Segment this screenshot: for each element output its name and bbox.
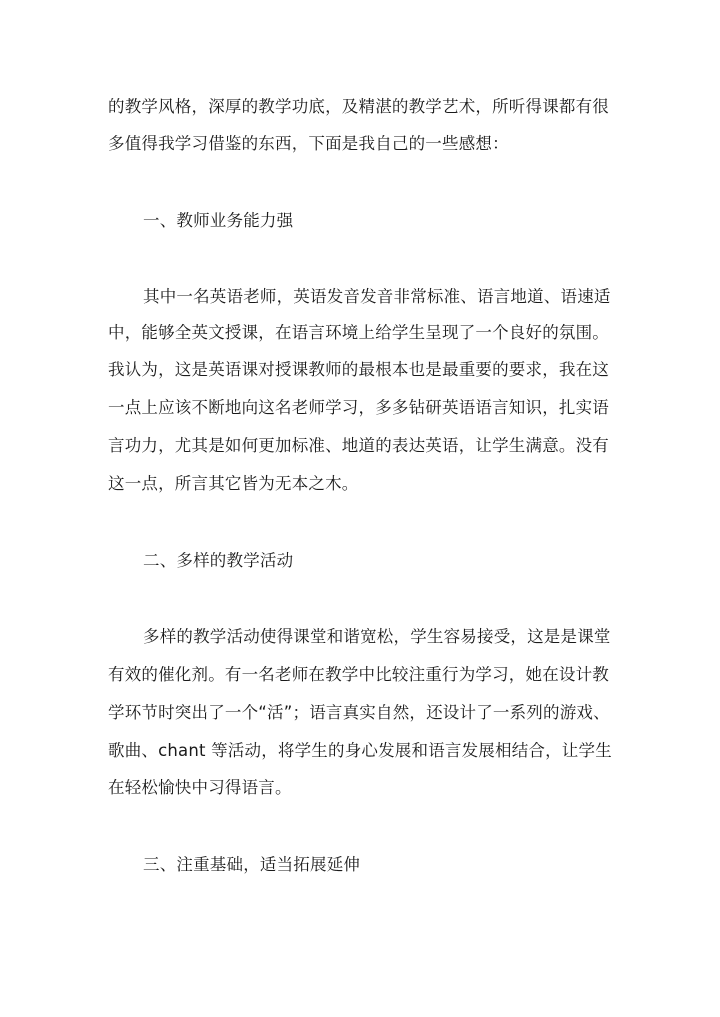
section-1-line-1: 其中一名英语老师，英语发音发音非常标准、语言地道、语速适 xyxy=(143,287,611,306)
section-1-line-4: 一点上应该不断地向这名老师学习，多多钻研英语语言知识，扎实语 xyxy=(108,398,609,417)
intro-line-1: 的教学风格，深厚的教学功底，及精湛的教学艺术，所听得课都有很 xyxy=(108,97,609,116)
section-2-line-2: 有效的催化剂。有一名老师在教学中比较注重行为学习，她在设计教 xyxy=(108,665,609,684)
section-1-line-6: 这一点，所言其它皆为无本之木。 xyxy=(108,474,359,493)
section-2-line-3: 学环节时突出了一个“活”；语言真实自然，还设计了一系列的游戏、 xyxy=(108,703,610,722)
section-1-line-5: 言功力，尤其是如何更加标准、地道的表达英语，让学生满意。没有 xyxy=(108,436,609,455)
section-1-heading: 一、教师业务能力强 xyxy=(143,211,294,230)
section-1-line-2: 中，能够全英文授课，在语言环境上给学生呈现了一个良好的氛围。 xyxy=(108,323,609,342)
intro-line-2: 多值得我学习借鉴的东西，下面是我自己的一些感想： xyxy=(108,134,509,153)
section-2-heading: 二、多样的教学活动 xyxy=(143,551,294,570)
section-2-line-5: 在轻松愉快中习得语言。 xyxy=(108,778,292,797)
section-2-line-4: 歌曲、chant 等活动，将学生的身心发展和语言发展相结合，让学生 xyxy=(108,741,612,760)
section-3-heading: 三、注重基础，适当拓展延伸 xyxy=(143,855,361,874)
section-2-line-1: 多样的教学活动使得课堂和谐宽松，学生容易接受，这是是课堂 xyxy=(143,627,611,646)
section-1-line-3: 我认为，这是英语课对授课教师的最根本也是最重要的要求，我在这 xyxy=(108,360,609,379)
